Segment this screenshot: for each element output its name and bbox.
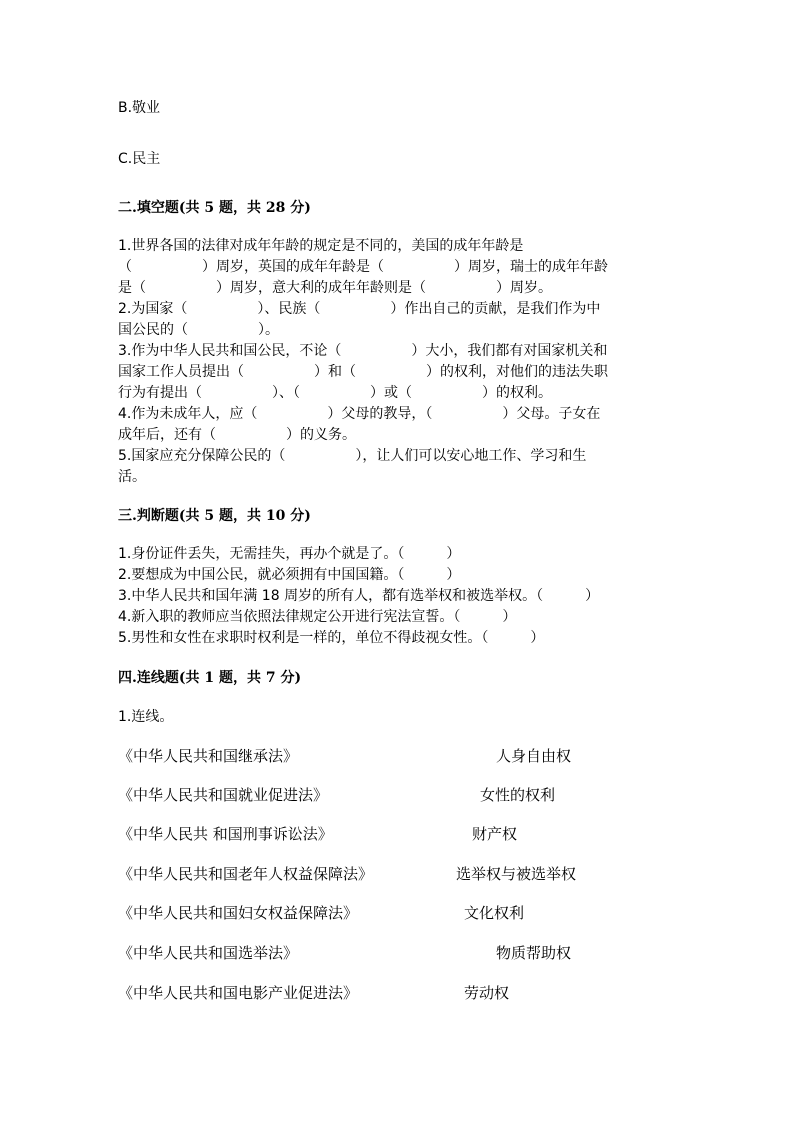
law-item: 《中华人民共和国选举法》	[118, 944, 299, 962]
text-line: 是（ ）周岁，意大利的成年年龄则是（ ）周岁。	[118, 280, 552, 296]
text-line: 4.新入职的教师应当依照法律规定公开进行宪法宣誓。（ ）	[118, 609, 517, 625]
text-line: 国家工作人员提出（ ）和（ ）的权利，对他们的违法失职	[118, 364, 608, 380]
law-item: 《中华人民共和国就业促进法》	[118, 786, 329, 804]
law-item: 《中华人民共 和国刑事诉讼法》	[118, 825, 333, 843]
right-item: 女性的权利	[480, 786, 556, 804]
text-line: 2.要想成为中国公民，就必须拥有中国国籍。（ ）	[118, 567, 461, 583]
law-item: 《中华人民共和国妇女权益保障法》	[118, 904, 359, 922]
law-item: 《中华人民共和国电影产业促进法》	[118, 984, 359, 1002]
right-item: 文化权利	[464, 904, 525, 922]
right-item: 劳动权	[464, 984, 510, 1002]
right-item: 选举权与被选举权	[456, 865, 577, 883]
text-line: 1.世界各国的法律对成年年龄的规定是不同的，美国的成年年龄是	[118, 238, 524, 254]
section-title-true-false: 三.判断题(共 5 题，共 10 分)	[118, 508, 311, 524]
text-line: 3.作为中华人民共和国公民，不论（ ）大小，我们都有对国家机关和	[118, 343, 608, 359]
text-line: 5.男性和女性在求职时权利是一样的，单位不得歧视女性。（ ）	[118, 630, 545, 646]
right-item: 物质帮助权	[496, 944, 572, 962]
text-line: 国公民的（ ）。	[118, 322, 279, 338]
text-line: 4.作为未成年人，应（ ）父母的教导，（ ）父母。子女在	[118, 406, 601, 422]
text-line: 2.为国家（ ）、民族（ ）作出自己的贡献，是我们作为中	[118, 301, 601, 317]
right-item: 人身自由权	[496, 747, 572, 765]
text-line: 成年后，还有（ ）的义务。	[118, 427, 356, 443]
option-c: C.民主	[118, 151, 161, 167]
text-line: 5.国家应充分保障公民的（ ），让人们可以安心地工作、学习和生	[118, 448, 587, 464]
section-title-matching: 四.连线题(共 1 题，共 7 分)	[118, 670, 302, 686]
text-line: 行为有提出（ ）、（ ）或（ ）的权利。	[118, 385, 552, 401]
text-line: 1.身份证件丢失，无需挂失，再办个就是了。（ ）	[118, 546, 461, 562]
text-line: （ ）周岁，英国的成年年龄是（ ）周岁，瑞士的成年年龄	[118, 259, 608, 275]
law-item: 《中华人民共和国继承法》	[118, 747, 299, 765]
section-title-fill-blank: 二.填空题(共 5 题，共 28 分)	[118, 200, 311, 216]
option-b: B.敬业	[118, 100, 161, 116]
law-item: 《中华人民共和国老年人权益保障法》	[118, 865, 374, 883]
matching-question: 1.连线。	[118, 709, 174, 725]
text-line: 活。	[118, 469, 146, 485]
right-item: 财产权	[472, 825, 518, 843]
text-line: 3.中华人民共和国年满 18 周岁的所有人，都有选举权和被选举权。（ ）	[118, 588, 600, 604]
